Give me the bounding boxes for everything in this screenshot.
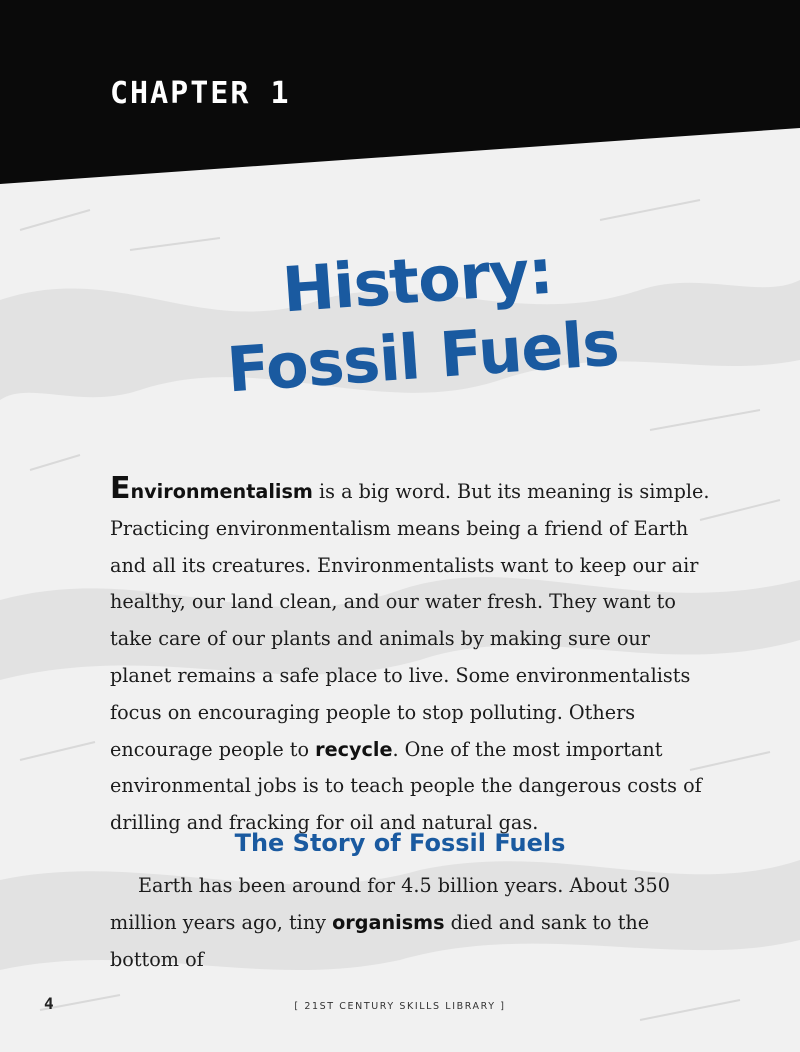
title-line-2: Fossil Fuels xyxy=(224,306,621,407)
vocab-word-environmentalism xyxy=(110,471,313,506)
section-heading: The Story of Fossil Fuels xyxy=(234,829,566,857)
vocab-word-rest: nvironmentalism xyxy=(130,480,313,503)
chapter-label: CHAPTER 1 xyxy=(110,76,291,111)
page-number: 4 xyxy=(44,994,54,1013)
vocab-word-organisms: organisms xyxy=(332,910,445,934)
vocab-word-recycle: recycle xyxy=(315,737,393,761)
series-footer: [ 21ST CENTURY SKILLS LIBRARY ] xyxy=(294,1001,506,1012)
section-text-2: died and sank to the bottom of xyxy=(110,910,650,971)
section-text-1: Earth has been around for 4.5 billion years. About 350 million years ago, tiny xyxy=(110,874,670,934)
intro-text-1: is a big word. But its meaning is simple. Practicing environmentalism means being a friend of Earth and all its creatures. Environmentalists want to keep our air healthy, our land clean, and our water fresh. They want to take care of our plants and animals by making sure our planet remains a safe place to live. Some environmentalists focus on encouraging people to stop polluting. Others encourage people to xyxy=(110,480,710,761)
intro-text-2: . One of the most important environmental jobs is to teach people the dangerous costs of drilling and fracking for oil and natural gas. xyxy=(110,737,702,835)
title-line-1: History: xyxy=(280,235,555,327)
drop-letter: E xyxy=(110,471,131,506)
section-paragraph xyxy=(110,868,710,978)
intro-paragraph xyxy=(110,471,710,842)
